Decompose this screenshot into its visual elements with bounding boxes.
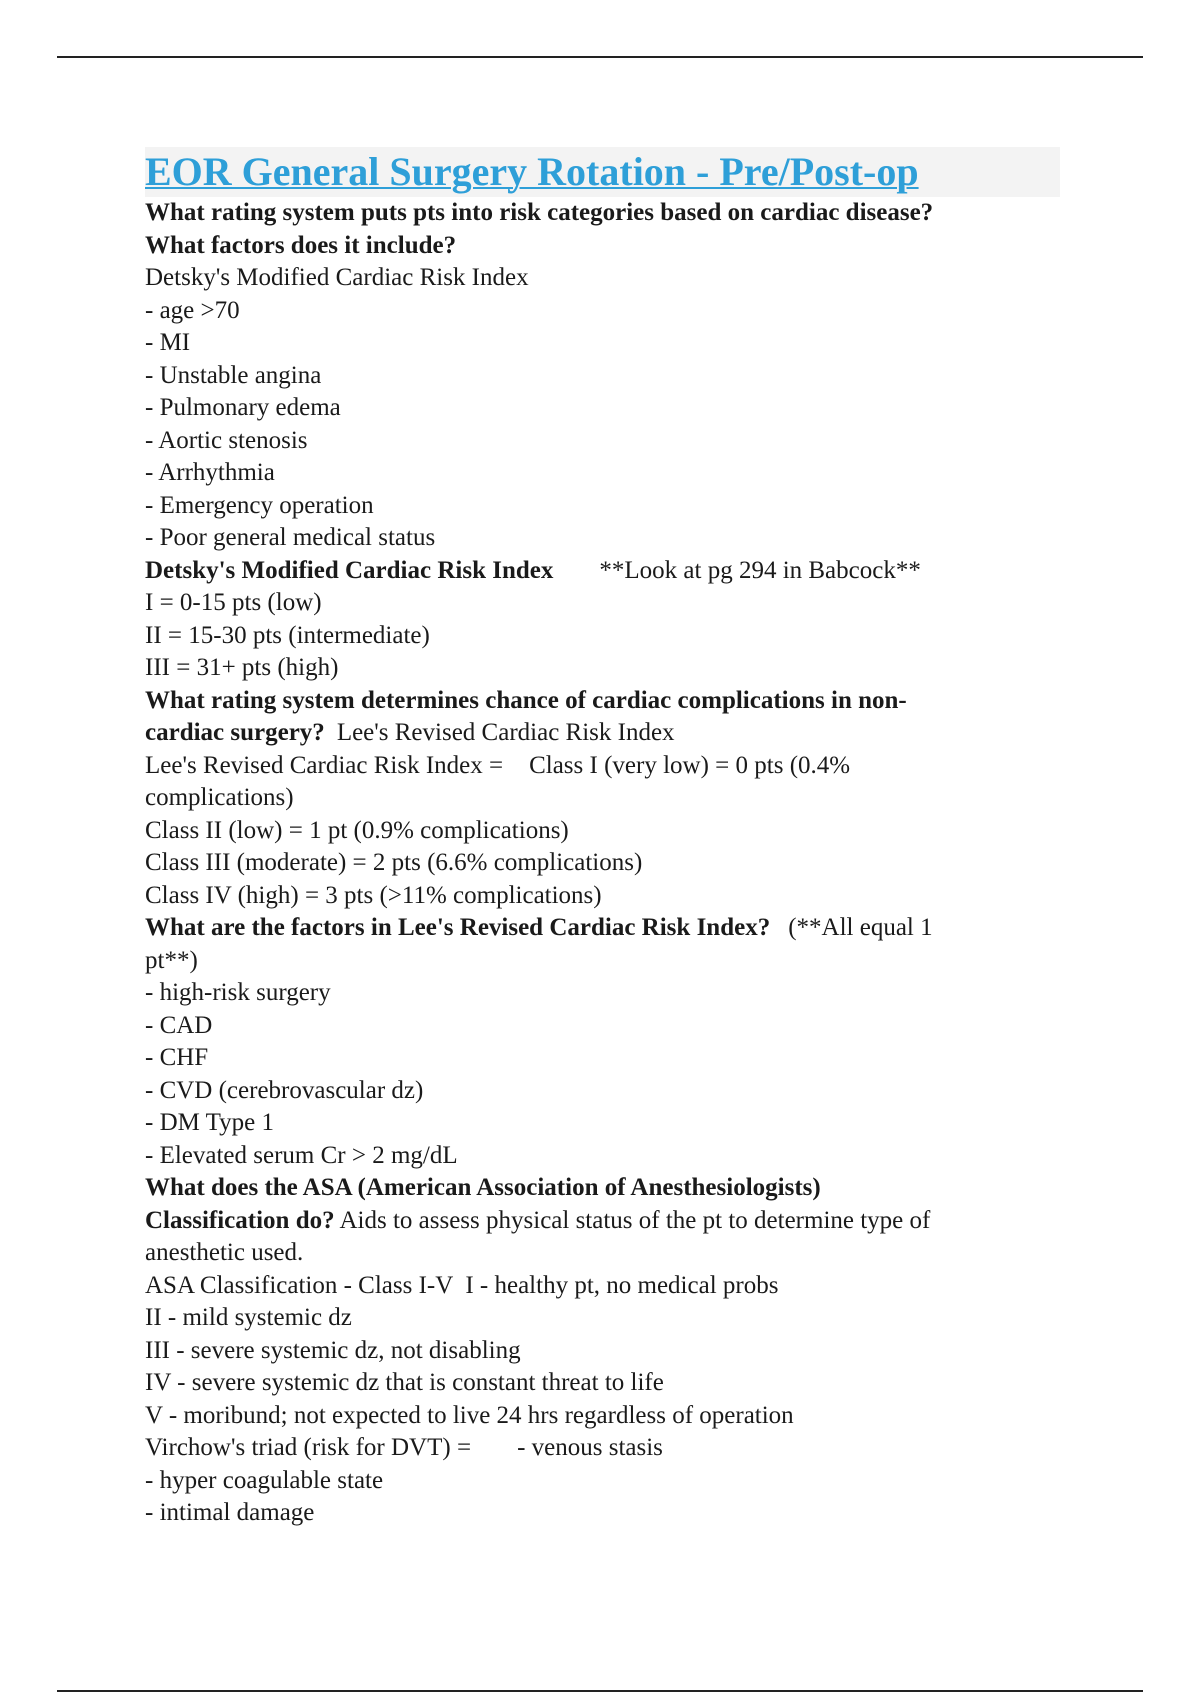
note-line: pt**) xyxy=(145,946,198,974)
list-item: - high-risk surgery xyxy=(145,979,331,1006)
list-item: - MI xyxy=(145,329,191,356)
question-line: What rating system puts pts into risk categories based on cardiac disease? xyxy=(145,199,934,226)
answer: Aids to assess physical status of the pt to determine type of xyxy=(339,1206,931,1234)
answer-line: anesthetic used. xyxy=(145,1239,304,1266)
question-line: What does the ASA (American Association of Anesthesiologists) xyxy=(145,1174,821,1201)
list-item: III = 31+ pts (high) xyxy=(145,654,339,681)
note: **Look at pg 294 in Babcock** xyxy=(599,556,921,584)
document-title: EOR General Surgery Rotation - Pre/Post-op xyxy=(145,149,919,194)
list-item: - hyper coagulable state xyxy=(145,1466,384,1494)
list-item: - Elevated serum Cr > 2 mg/dL xyxy=(145,1141,458,1169)
list-item: IV - severe systemic dz that is constant threat to life xyxy=(145,1369,664,1396)
list-item: - Arrhythmia xyxy=(145,459,275,486)
list-item: - intimal damage xyxy=(145,1499,315,1526)
list-item: Class II (low) = 1 pt (0.9% complications) xyxy=(145,816,569,844)
question-line: What are the factors in Lee's Revised Cardiac Risk Index? (**All equal 1 xyxy=(145,914,933,941)
answer: Class I (very low) = 0 pts (0.4% xyxy=(529,751,851,779)
list-item: II - mild systemic dz xyxy=(145,1304,352,1331)
list-item: - CVD (cerebrovascular dz) xyxy=(145,1076,424,1104)
note: (**All equal 1 xyxy=(788,914,933,941)
question-line: Classification do? Aids to assess physical status of the pt to determine type of xyxy=(145,1206,931,1234)
question-line: cardiac surgery? Lee's Revised Cardiac Risk Index xyxy=(145,719,675,746)
answer: I - healthy pt, no medical probs xyxy=(465,1271,779,1299)
list-item: Class III (moderate) = 2 pts (6.6% complications) xyxy=(145,849,643,876)
answer: - venous stasis xyxy=(517,1434,663,1461)
list-item: - age >70 xyxy=(145,296,240,324)
list-item: V - moribund; not expected to live 24 hrs regardless of operation xyxy=(145,1401,794,1429)
list-item: - CAD xyxy=(145,1011,213,1039)
question-line: Detsky's Modified Cardiac Risk Index **Look at pg 294 in Babcock** xyxy=(145,556,921,584)
list-item: - Emergency operation xyxy=(145,491,374,519)
list-item: - Pulmonary edema xyxy=(145,394,341,421)
list-item: - Unstable angina xyxy=(145,361,322,389)
header-rule xyxy=(57,56,1143,58)
list-item: - CHF xyxy=(145,1044,209,1071)
list-item: Class IV (high) = 3 pts (>11% complications) xyxy=(145,881,602,909)
question-line: What factors does it include? xyxy=(145,231,457,259)
list-item: - Poor general medical status xyxy=(145,524,436,551)
question-line: Lee's Revised Cardiac Risk Index = Class I (very low) = 0 pts (0.4% xyxy=(145,751,851,779)
footer-rule xyxy=(57,1690,1143,1692)
document-body xyxy=(145,147,1060,1530)
question-line: Virchow's triad (risk for DVT) = - venous stasis xyxy=(145,1434,663,1461)
answer-line: complications) xyxy=(145,784,294,811)
list-item: - Aortic stenosis xyxy=(145,426,308,454)
list-item: - DM Type 1 xyxy=(145,1109,275,1136)
question-line: ASA Classification - Class I-V I - healthy pt, no medical probs xyxy=(145,1271,779,1299)
list-item: II = 15-30 pts (intermediate) xyxy=(145,621,430,649)
title-bar xyxy=(145,147,1060,197)
answer: Lee's Revised Cardiac Risk Index xyxy=(336,719,675,746)
list-item: III - severe systemic dz, not disabling xyxy=(145,1336,521,1364)
answer-line: Detsky's Modified Cardiac Risk Index xyxy=(145,264,529,291)
question-line: What rating system determines chance of cardiac complications in non- xyxy=(145,686,907,714)
list-item: I = 0-15 pts (low) xyxy=(145,589,322,616)
